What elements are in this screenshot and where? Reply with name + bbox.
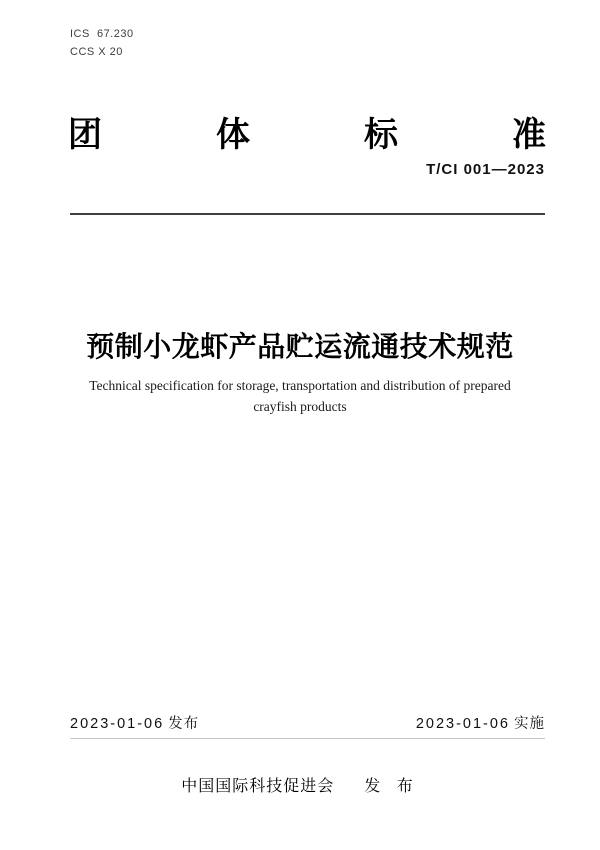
doc-type-heading xyxy=(68,107,546,156)
issue-date-label: 发布 xyxy=(168,716,200,732)
doc-type-char: 团 xyxy=(68,116,102,154)
implement-date-value: 2023-01-06 xyxy=(415,716,510,732)
issue-date xyxy=(70,712,199,733)
header-rule xyxy=(70,213,545,215)
issue-date-value: 2023-01-06 xyxy=(70,716,165,732)
implement-date xyxy=(416,712,545,733)
doc-type-char: 准 xyxy=(512,116,546,154)
implement-date-label: 实施 xyxy=(514,716,545,732)
doc-type-char: 标 xyxy=(364,116,398,154)
main-title-en: Technical specification for storage, transportation and distribution of prepared crayfish products xyxy=(89,378,511,414)
ics-code: ICS 67.230 xyxy=(70,28,134,40)
ccs-code: CCS X 20 xyxy=(70,46,123,58)
standard-number: T/CI 001—2023 xyxy=(426,161,545,178)
publisher-name: 中国国际科技促进会 xyxy=(181,778,335,795)
publish-action-label: 发 布 xyxy=(364,778,419,795)
doc-type-char: 体 xyxy=(216,116,250,154)
classification-codes xyxy=(70,25,134,61)
footer-dates-row xyxy=(70,712,545,739)
main-title-zh: 预制小龙虾产品贮运流通技术规范 xyxy=(86,331,514,362)
publisher-line xyxy=(0,773,600,796)
